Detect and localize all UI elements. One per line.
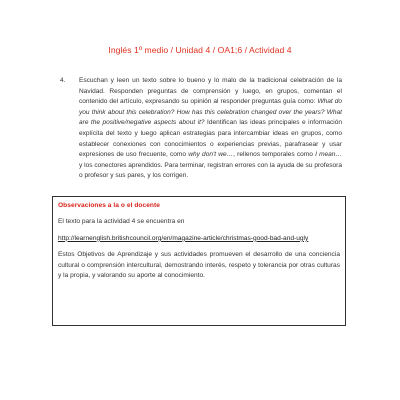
page-title: Inglés 1º medio / Unidad 4 / OA1;6 / Actividad 4 bbox=[108, 45, 292, 55]
activity-item bbox=[60, 76, 342, 182]
activity-text-part2: Identifican las ideas principales e información explícita del texto y luego aplican estrategias para intercambiar ideas en grupos, como establecer conexiones con conocimientos o experiencias previas, parafrasear y usar expresiones de uso frecuente, como bbox=[79, 119, 342, 159]
activity-number: 4. bbox=[60, 77, 66, 84]
article-link[interactable]: http://learnenglish.britishcouncil.org/en/magazine-article/christmas-good-bad-and-ugly bbox=[58, 234, 309, 242]
observations-title: Observaciones a la o el docente bbox=[58, 202, 160, 209]
activity-text-part1: Escuchan y leen un texto sobre lo bueno y lo malo de la tradicional celebración de la Navidad. Responden preguntas de comprensión y luego, en grupos, comentan el contenido del artículo, expresando su opinión al responder preguntas guía como: bbox=[79, 77, 342, 106]
activity-filler-example: I mean… bbox=[315, 151, 342, 159]
activity-guide-questions: What do you think about this celebration? How has this celebration changed over the years? What are the positive/negative aspects about it? bbox=[79, 98, 342, 127]
activity-expression-example: why don't we… bbox=[188, 151, 234, 159]
activity-text bbox=[79, 76, 342, 182]
observations-paragraph-1: El texto para la actividad 4 se encuentra en bbox=[58, 218, 185, 226]
activity-text-part4: y los conectores aprendidos. Para terminar, registran errores con la ayuda de su profesora o profesor y sus pares, y los corrigen. bbox=[79, 161, 342, 180]
activity-text-part3: , rellenos temporales como bbox=[233, 151, 316, 159]
observations-paragraph-2: Estos Objetivos de Aprendizaje y sus actividades promueven el desarrollo de una conciencia cultural o comprensión intercultural, demostrando interés, respeto y tolerancia por otras culturas y la propia, y valorando su aporte al conocimiento. bbox=[58, 251, 340, 280]
teacher-observations-box bbox=[52, 196, 346, 326]
